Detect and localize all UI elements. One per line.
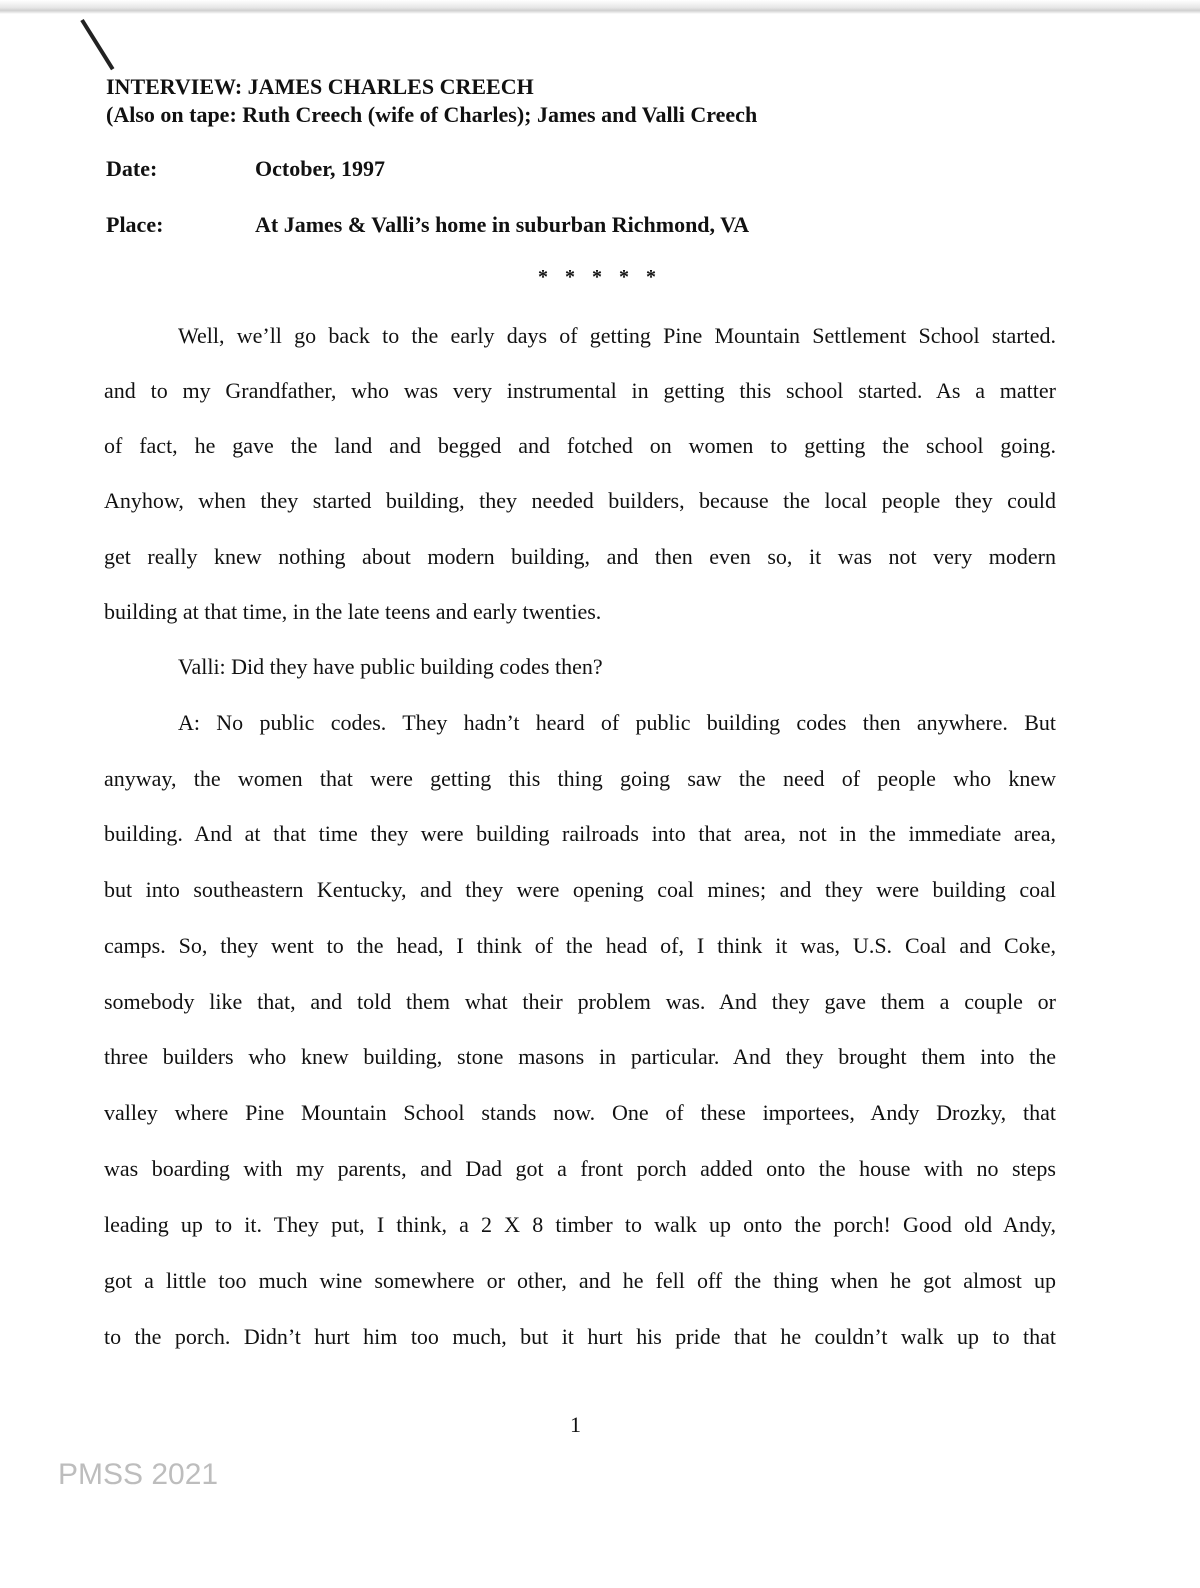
transcript-line: three builders who knew building, stone masons in particular. And they brought them into the	[104, 1044, 1056, 1069]
transcript-line: Valli: Did they have public building codes then?	[178, 654, 603, 679]
transcript-line: Well, we’ll go back to the early days of getting Pine Mountain Settlement School started.	[178, 323, 1056, 348]
page-number: 1	[570, 1412, 581, 1437]
place-value: At James & Valli’s home in suburban Richmond, VA	[255, 212, 750, 237]
transcript-line: got a little too much wine somewhere or other, and he fell off the thing when he got almost up	[104, 1268, 1056, 1293]
watermark: PMSS 2021	[58, 1458, 219, 1491]
transcript-line: valley where Pine Mountain School stands now. One of these importees, Andy Drozky, that	[104, 1100, 1056, 1125]
transcript-line: and to my Grandfather, who was very instrumental in getting this school started. As a matter	[104, 378, 1056, 403]
date-label: Date:	[106, 156, 158, 181]
pen-mark	[80, 19, 114, 70]
transcript-line: A: No public codes. They hadn’t heard of public building codes then anywhere. But	[178, 710, 1056, 735]
date-value: October, 1997	[255, 156, 385, 181]
transcript-line: Anyhow, when they started building, they needed builders, because the local people they could	[104, 488, 1056, 513]
transcript-line: was boarding with my parents, and Dad got a front porch added onto the house with no steps	[104, 1156, 1056, 1181]
transcript-line: but into southeastern Kentucky, and they were opening coal mines; and they were building coal	[104, 877, 1056, 902]
transcript-line: anyway, the women that were getting this thing going saw the need of people who knew	[104, 766, 1056, 791]
transcript-line: to the porch. Didn’t hurt him too much, but it hurt his pride that he couldn’t walk up to that	[104, 1324, 1056, 1349]
transcript-line: get really knew nothing about modern building, and then even so, it was not very modern	[104, 544, 1056, 569]
section-separator: * * * * *	[538, 266, 662, 288]
transcript-line: somebody like that, and told them what their problem was. And they gave them a couple or	[104, 989, 1056, 1014]
transcript-line: building at that time, in the late teens and early twenties.	[104, 599, 602, 624]
place-label: Place:	[106, 212, 164, 237]
scan-top-edge	[0, 0, 1200, 14]
interview-title: INTERVIEW: JAMES CHARLES CREECH	[106, 74, 534, 99]
also-on-tape: (Also on tape: Ruth Creech (wife of Charles); James and Valli Creech	[106, 102, 758, 127]
transcript-line: leading up to it. They put, I think, a 2 X 8 timber to walk up onto the porch! Good old Andy,	[104, 1212, 1056, 1237]
transcript-line: camps. So, they went to the head, I think of the head of, I think it was, U.S. Coal and Coke,	[104, 933, 1056, 958]
transcript-line: building. And at that time they were building railroads into that area, not in the immediate area,	[104, 821, 1056, 846]
transcript-line: of fact, he gave the land and begged and fotched on women to getting the school going.	[104, 433, 1056, 458]
